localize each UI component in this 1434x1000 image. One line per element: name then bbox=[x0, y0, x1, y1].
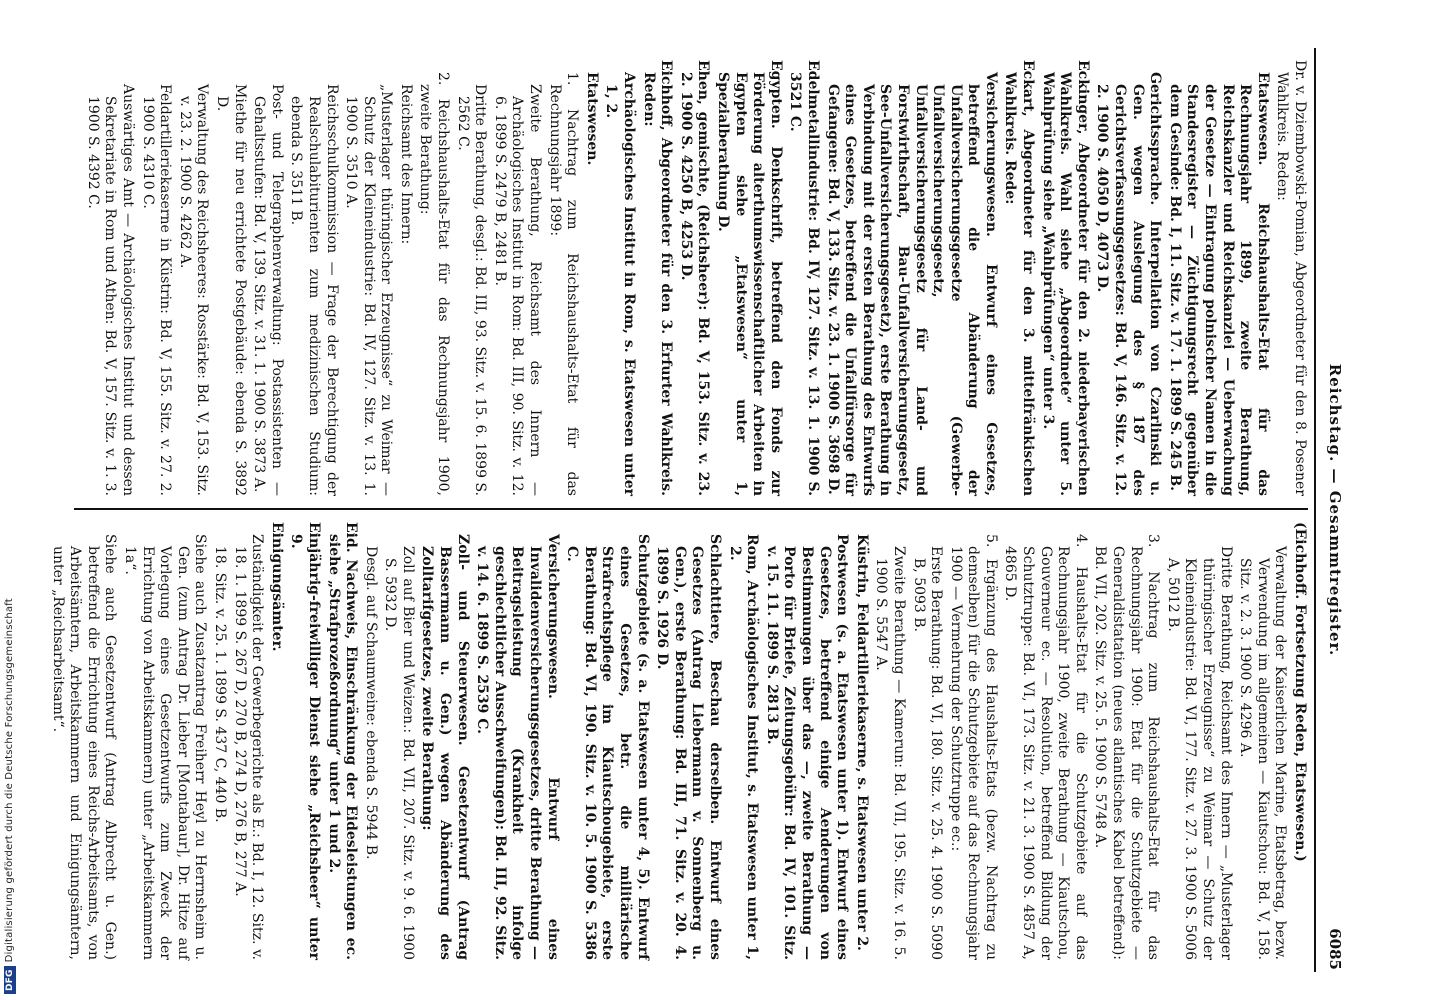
index-entry: Eckinger, Abgeordneter für den 2. niederbayerischen Wahlkreis. Wahl siehe „Abgeordnete“ unter 5. Wahlprüfung siehe „Wahlprüfungen“ unter 3. bbox=[1039, 60, 1091, 496]
index-entry: Eid. Nachweis, Einschränkung der Eidesleistungen ec. siehe „Strafprozeßordnung“ unter 1 und 2. bbox=[325, 522, 360, 960]
index-entry: Etatswesen. Reichshaushalts-Etat für das Rechnungsjahr 1899, zweite Berathung, Reichskanzler und Reichskanzlei — Ueberwachung der Gesetze — Eintragung polnischer Namen in die Standesregister — Züchtigungsrecht gegenüber dem Gesinde: Bd. I, 11. Sitz. v. 17. 1. 1899 S. 245 B. bbox=[1166, 72, 1271, 496]
index-entry: 3. Nachtrag zum Reichshaushalts-Etat für das Rechnungsjahr 1900: Etat für die Schutzgebiete — Generaldistatation (neues atlantisches Kabel betreffend): Bd. VII, 202. Sitz. v. 25. 5. 1900 S. 5748 A. bbox=[1092, 534, 1162, 960]
digitization-credit bbox=[4, 598, 16, 994]
index-entry: Siehe auch Zusatzantrag Freiherr Heyl zu Herrnsheim u. Gen. (zum Antrag Dr. Lieber [Montabaur], Dr. Hitze auf Vorlegung eines Gesetzentwurfs zum Zweck der Errichtung von Arbeitskammern) unter „Arbeitskammern 1a“. bbox=[122, 534, 209, 960]
dfg-logo: DFG bbox=[4, 966, 16, 994]
digitization-credit-text: Digitalisierung gefördert durch die Deutsche Forschungsgemeinschaft bbox=[4, 598, 15, 963]
index-entry: Dritte Berathung, Reichsamt des Innern — „Musterlager thüringischer Erzeugnisse“ zu Weimar — Schutz der Kleineindustrie: Bd. VI, 177. Sitz. v. 27. 3. 1900 S. 5006 A, 5012 B. bbox=[1164, 546, 1234, 960]
index-entry: Dr. v. Dziembowski-Pomian, Abgeordneter für den 8. Posener Wahlkreis. Reden: bbox=[1274, 60, 1308, 496]
running-header-title: Reichstag. — Gesammtregister. bbox=[1326, 363, 1344, 657]
index-entry: Zoll- und Steuerwesen. Gesetzentwurf (Antrag Bassermann u. Gen.) wegen Abänderung des Zolltarifgesetzes, zweite Berathung: bbox=[419, 534, 471, 960]
index-entry: Eckart, Abgeordneter für den 3. mittelfränkischen Wahlkreis. Rede: bbox=[1002, 60, 1037, 496]
index-entry: Auswärtiges Amt — Archäologisches Institut und dessen Sekretariate in Rom und Athen: Bd. V, 157. Sitz. v. 1. 3. 1900 S. 4392 C. bbox=[84, 84, 136, 496]
index-entry: Ehen, gemischte, (Reichsheer): Bd. V, 153. Sitz. v. 23. 2. 1900 S. 4250 B, 4253 D. bbox=[677, 60, 712, 496]
index-entry: Einjährig-freiwilliger Dienst siehe „Reichsheer“ unter 9. bbox=[288, 522, 322, 960]
index-entry: Desgl. auf Schaumweine: ebenda S. 5944 B. bbox=[362, 546, 379, 860]
index-entry: Eichhoff, Abgeordneter für den 3. Erfurter Wahlkreis. Reden: bbox=[640, 60, 675, 496]
index-entry: Archäologisches Institut in Rom, s. Etatswesen unter 1, 2. bbox=[603, 72, 638, 496]
index-entry: Zweite Berathung — Kamerun: Bd. VII, 195. Sitz. v. 16. 5. 1900 S. 5547 A. bbox=[873, 546, 907, 960]
index-entry: Einigungsämter. bbox=[268, 522, 285, 652]
left-column bbox=[74, 48, 1308, 510]
index-entry: Postwesen (s. a. Etatswesen unter 1). Entwurf eines Gesetzes, betreffend einige Aenderungen von Bestimmungen über das —, zweite Berathung — Porto für Briefe, Zeitungsgebühr: Bd. IV, 101. Sitz. v. 15. 11. 1899 S. 2813 B. bbox=[763, 534, 851, 960]
index-entry: Zuständigkeit der Gewerbegerichte als E.: Bd. I, 12. Sitz. v. 18. 1. 1899 S. 267 D, 270 B, 274 D, 276 B, 277 A. bbox=[231, 534, 266, 960]
index-entry: „Musterlager thüringischer Erzeugnisse“ zu Weimar — Schutz der Kleineindustrie: Bd. IV, 127. Sitz. v. 13. 1. 1900 S. 3510 A. bbox=[343, 84, 395, 496]
index-entry: Dritte Berathung, desgl.: Bd. III, 93. Sitz. v. 15. 6. 1899 S. 2562 C. bbox=[454, 84, 489, 496]
index-entry: Reichsamt des Innern: bbox=[397, 84, 414, 245]
index-entry: Gerichtssprache. Interpellation von Czarlinski u. Gen. wegen Auslegung des § 187 des Gerichtsverfassungsgesetzes: Bd. V, 146. Sitz. v. 12. 2. 1900 S. 4050 D, 4073 D. bbox=[1094, 72, 1164, 496]
index-entry: Erste Berathung: Bd. VI, 180. Sitz. v. 25. 4. 1900 S. 5090 B, 5093 B. bbox=[910, 546, 945, 960]
index-entry: Schutzgebiete (s. a. Etatswesen unter 4, 5). Entwurf eines Gesetzes, betr. die militärische Strafrechtspflege im Kiautschougebiete, erste Berathung: Bd. VI, 190. Sitz. v. 10. 5. 1900 S. 5386 C. bbox=[564, 534, 651, 960]
index-entry: 2. Reichshaushalts-Etat für das Rechnungsjahr 1900, zweite Berathung: bbox=[417, 72, 452, 496]
index-entry: Küstrin, Feldartilleriekaserne, s. Etatswesen unter 2. bbox=[853, 534, 870, 951]
right-column bbox=[49, 510, 1308, 972]
index-entry: Verwaltung der Kaiserlichen Marine, Etatsbetrag, bezw. Verwendung im allgemeinen — Kiautschou: Bd. V, 158. Sitz. v. 2. 3. 1900 S. 4296 A. bbox=[1237, 546, 1289, 960]
index-entry: (Eichhoff. Fortsetzung Reden, Etatswesen.) bbox=[1292, 522, 1308, 862]
index-page bbox=[49, 40, 1350, 980]
index-entry: Zweite Berathung, Reichsamt des Innern — Archäologisches Institut in Rom: Bd. III, 90. Sitz. v. 12. 6. 1899 S. 2479 B, 2481 B. bbox=[491, 84, 544, 496]
index-entry: Siehe auch Gesetzentwurf (Antrag Albrecht u. Gen.) betreffend die Errichtung eines Reichs-Arbeitsamts, von Arbeitsämtern, Arbeitskammern und Einigungsämtern, unter „Reichsarbeitsamt“. bbox=[49, 534, 119, 960]
index-entry: Versicherungswesen. Entwurf eines Gesetzes, betreffend die Abänderung der Unfallversicherungsgesetze (Gewerbe-Unfallversicherungsgesetz, Unfallversicherungsgesetz für Land- und Forstwirthschaft, Bau-Unfallversicherungsgesetz, See-Unfallversicherungsgesetz), erste Berathung in Verbindung mit der ersten Berathung des Entwurfs eines Gesetzes, betreffend die Unfallfürsorge für Gefangene: Bd. V, 133. Sitz. v. 23. 1. 1900 S. 3698 D. bbox=[824, 72, 999, 496]
running-header bbox=[1314, 48, 1350, 972]
index-entry: 1. Nachtrag zum Reichshaushalts-Etat für das Rechnungsjahr 1899: bbox=[546, 72, 581, 496]
index-entry: Zoll auf Bier und Weizen.: Bd. VII, 207. Sitz. v. 9. 6. 1900 S. 5932 D. bbox=[382, 546, 416, 960]
index-entry: Rom, Archäologisches Institut, s. Etatswesen unter 1, 2. bbox=[726, 534, 761, 960]
index-entry: 4. Haushalts-Etat für die Schutzgebiete auf das Rechnungsjahr 1900, zweite Berathung — Kiautschou, Gouverneur ec. — Resolution, betreffend Bildung der Schutztruppe: Bd. VI, 173. Sitz. v. 21. 3. 1900 S. 4857 A, 4865 D. bbox=[1002, 534, 1089, 960]
index-entry: Schlachttiere, Beschau derselben. Entwurf eines Gesetzes (Antrag Liebermann v. Sonnenberg u. Gen.), erste Berathung: Bd. III, 71. Sitz. v. 20. 4. 1899 S. 1926 D. bbox=[654, 534, 723, 960]
index-entry: Reichsschulkommission — Frage der Berechtigung der Realschulabiturienten zum medizinischen Studium: ebenda S. 3511 B. bbox=[288, 84, 340, 496]
index-entry: Etatswesen. bbox=[583, 72, 600, 166]
index-columns bbox=[49, 48, 1314, 972]
page-number: 6085 bbox=[1326, 928, 1344, 970]
index-entry: Edelmetallindustrie: Bd. IV, 127. Sitz. v. 13. 1. 1900 S. 3521 C. bbox=[787, 60, 821, 496]
index-entry: Egypten. Denkschrift, betreffend den Fonds zur Förderung alterthumswissenschaftlicher Arbeiten in Egypten siehe „Etatswesen“ unter 1, Spezialberathung D. bbox=[715, 60, 784, 496]
index-entry: 5. Ergänzung des Haushalts-Etats (bezw. Nachtrag zu demselben) für die Schutzgebiete auf das Rechnungsjahr 1900 — Vermehrung der Schutztruppe ec.: bbox=[947, 534, 999, 960]
index-entry: Verwaltung des Reichsheeres: Rosstärke: Bd. V, 153. Sitz. v. 23. 2. 1900 S. 4262 A. bbox=[176, 84, 211, 496]
index-entry: Miethe für neu errichtete Postgebäude: ebenda S. 3892 D. bbox=[213, 84, 248, 496]
index-entry: Versicherungswesen. Entwurf eines Invalidenversicherungsgesetzes, dritte Berathung — Beitragsleistung (Krankheit infolge geschlechtlicher Ausschweifungen): Bd. III, 92. Sitz. v. 14. 6. 1899 S. 2539 C. bbox=[474, 534, 561, 960]
index-entry: 18. Sitz. v. 25. 1. 1899 S. 437 C, 440 B. bbox=[211, 546, 228, 823]
index-entry: Feldartilleriekaserne in Küstrin: Bd. V, 155. Sitz. v. 27. 2. 1900 S. 4310 C. bbox=[139, 84, 174, 496]
index-entry: Post- und Telegraphenverwaltung: Postassistenten — Gehaltsstufen: Bd. V, 139. Sitz. v. 31. 1. 1900 S. 3873 A. bbox=[251, 84, 285, 496]
